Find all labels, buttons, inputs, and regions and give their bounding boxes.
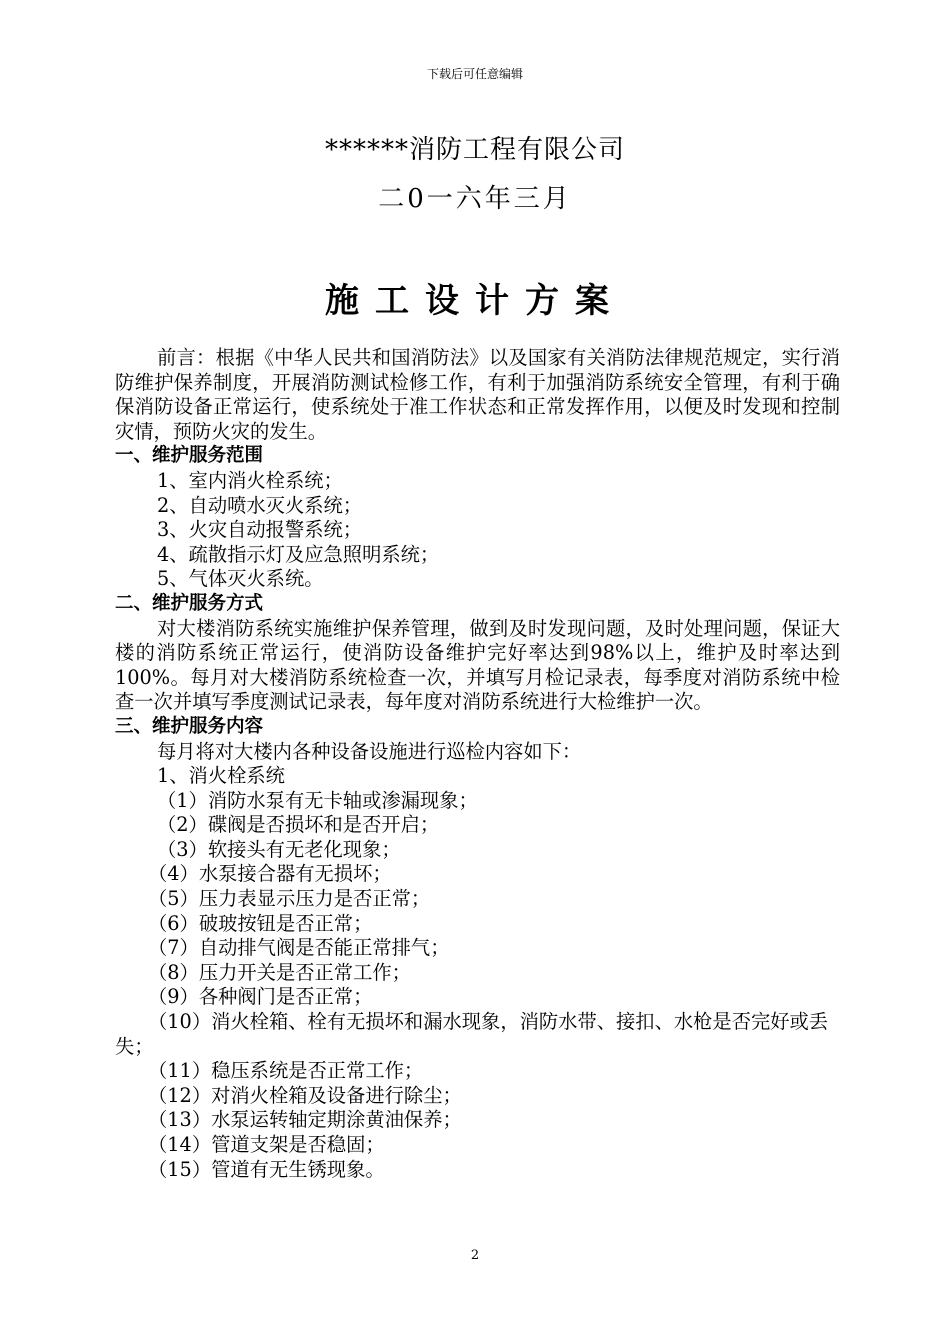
section-1-heading: 一、维护服务范围: [115, 445, 264, 467]
section-3-heading: 三、维护服务内容: [115, 715, 264, 737]
list-item: （12）对消火栓箱及设备进行除尘；: [148, 1083, 462, 1107]
company-name: ******消防工程有限公司: [324, 135, 625, 165]
list-item: （2）碟阀是否损坏和是否开启；: [157, 813, 440, 837]
intro-paragraph: 前言：根据《中华人民共和国消防法》以及国家有关消防法律规范规定，实行消防维护保养制度，开展消防测试检修工作，有利于加强消防系统安全管理，有利于确保消防设备正常运行，使系统处于准工作状态和正常发挥作用，以便及时发现和控制灾情，预防火灾的发生。: [115, 346, 840, 443]
document-body: [115, 346, 840, 1182]
list-item: （14）管道支架是否稳固；: [148, 1133, 385, 1156]
section-2-heading: 二、维护服务方式: [115, 592, 264, 614]
list-item: 2、自动喷水灭火系统；: [157, 493, 363, 517]
list-item: （7）自动排气阀是否能正常排气；: [148, 936, 450, 960]
document-date: 二0一六年三月: [378, 184, 572, 214]
page-number: 2: [470, 1248, 480, 1263]
list-item: （8）压力开关是否正常工作；: [148, 960, 411, 984]
section-2-paragraph: 对大楼消防系统实施维护保养管理，做到及时发现问题，及时处理问题，保证大楼的消防系统正常运行，使消防设备维护完好率达到98%以上，维护及时率达到100%。每月对大楼消防系统检查一次，并填写月检记录表，每季度对消防系统中检查一次并填写季度测试记录表，每年度对消防系统进行大检维护一次。: [115, 616, 840, 714]
list-item: （9）各种阀门是否正常；: [148, 985, 373, 1009]
list-item: 1、室内消火栓系统；: [157, 468, 343, 492]
page-header-note: 下载后可任意编辑: [426, 67, 523, 81]
list-item: （11）稳压系统是否正常工作；: [148, 1059, 424, 1083]
section-3-subheading: 1、消火栓系统: [157, 764, 285, 788]
document-title: 施工设计方案: [325, 281, 625, 321]
list-item: （5）压力表显示压力是否正常；: [148, 887, 431, 911]
list-item: （3）软接头有无老化现象；: [157, 837, 401, 861]
list-item: （6）破玻按钮是否正常；: [148, 911, 373, 935]
list-item: 3、火灾自动报警系统；: [157, 518, 363, 542]
list-item: （4）水泵接合器有无损坏；: [148, 862, 392, 886]
list-item: （15）管道有无生锈现象。: [148, 1157, 385, 1181]
list-item: （1）消防水泵有无卡轴或渗漏现象；: [157, 788, 478, 812]
list-item: 4、疏散指示灯及应急照明系统；: [157, 542, 440, 566]
list-item: （10）消火栓箱、栓有无损坏和漏水现象，消防水带、接扣、水枪是否完好或丢失；: [115, 1010, 829, 1058]
list-item: 5、气体灭火系统。: [157, 567, 324, 591]
section-3-intro: 每月将对大楼内各种设备设施进行巡检内容如下：: [157, 739, 582, 763]
list-item: （13）水泵运转轴定期涂黄油保养；: [148, 1108, 462, 1132]
